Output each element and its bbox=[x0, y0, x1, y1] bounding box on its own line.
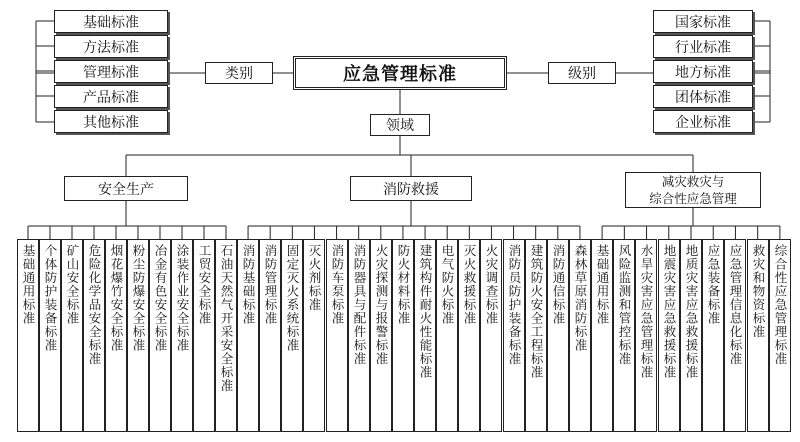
title-box bbox=[293, 56, 507, 90]
disaster-standard-item bbox=[591, 239, 613, 432]
level-item-label: 地方标准 bbox=[675, 64, 731, 81]
domain-fire-label: 消防救援 bbox=[383, 181, 439, 198]
fire-standard-item bbox=[569, 239, 591, 432]
fire-standard-item bbox=[436, 239, 458, 432]
diagram-title: 应急管理标准 bbox=[343, 64, 457, 85]
level-item bbox=[653, 110, 753, 133]
category-item bbox=[54, 10, 168, 33]
safety-standard-label: 矿山安全标准 bbox=[65, 244, 80, 325]
safety-standard-label: 烟花爆竹安全标准 bbox=[109, 244, 124, 352]
category-label: 类别 bbox=[225, 66, 253, 82]
disaster-standard-label: 综合性应急管理标准 bbox=[773, 244, 788, 366]
safety-standard-label: 工贸安全标准 bbox=[197, 244, 212, 325]
fire-standard-label: 火灾调查标准 bbox=[484, 244, 499, 325]
safety-standard-item bbox=[83, 239, 105, 432]
safety-standard-label: 冶金有色安全标准 bbox=[153, 244, 168, 352]
fire-standard-label: 消防基础标准 bbox=[241, 244, 256, 325]
safety-standard-label: 石油天然气开采安全标准 bbox=[219, 244, 234, 393]
safety-standard-item bbox=[193, 239, 215, 432]
disaster-standard-label: 风险监测和管控标准 bbox=[617, 244, 632, 366]
category-item-label: 其他标准 bbox=[83, 114, 139, 131]
disaster-standard-item bbox=[635, 239, 657, 432]
safety-standard-label: 个体防护装备标准 bbox=[43, 244, 58, 352]
category-label-box bbox=[205, 62, 273, 84]
domain-disaster-label-line1: 减灾救灾与 bbox=[661, 174, 725, 189]
fire-standard-item bbox=[370, 239, 392, 432]
fire-standard-item bbox=[259, 239, 281, 432]
disaster-standard-label: 地震灾害应急救援标准 bbox=[662, 244, 677, 379]
disaster-standard-item bbox=[702, 239, 724, 432]
level-item-label: 企业标准 bbox=[675, 114, 731, 131]
domain-disaster bbox=[625, 172, 761, 208]
fire-standard-label: 灭火剂标准 bbox=[307, 244, 322, 312]
disaster-standard-label: 地质灾害应急救援标准 bbox=[684, 244, 699, 379]
level-item bbox=[653, 10, 753, 33]
fire-standard-item bbox=[480, 239, 502, 432]
safety-standard-item bbox=[17, 239, 39, 432]
category-item bbox=[54, 35, 168, 58]
fire-standard-label: 消防车泵标准 bbox=[330, 244, 345, 325]
fire-standard-item bbox=[281, 239, 303, 432]
field-label: 领域 bbox=[386, 118, 414, 134]
safety-standard-label: 危险化学品安全标准 bbox=[87, 244, 102, 366]
safety-standard-item bbox=[105, 239, 127, 432]
level-item-label: 国家标准 bbox=[675, 14, 731, 31]
fire-standard-item bbox=[348, 239, 370, 432]
safety-standard-label: 粉尘防爆安全标准 bbox=[131, 244, 146, 352]
level-item bbox=[653, 60, 753, 83]
fire-standard-item bbox=[303, 239, 325, 432]
fire-standard-label: 固定灭火系统标准 bbox=[285, 244, 300, 352]
safety-standard-item bbox=[39, 239, 61, 432]
fire-standard-item bbox=[237, 239, 259, 432]
safety-standard-item bbox=[171, 239, 193, 432]
disaster-standard-item bbox=[658, 239, 680, 432]
disaster-standard-item bbox=[747, 239, 769, 432]
fire-standard-label: 建筑构件耐火性能标准 bbox=[418, 244, 433, 379]
domain-safety-label: 安全生产 bbox=[98, 181, 154, 198]
fire-standard-label: 电气防火标准 bbox=[440, 244, 455, 325]
fire-standard-item bbox=[458, 239, 480, 432]
fire-standard-label: 森林草原消防标准 bbox=[573, 244, 588, 352]
fire-standard-item bbox=[392, 239, 414, 432]
category-item-label: 管理标准 bbox=[83, 64, 139, 81]
fire-standard-label: 建筑防火安全工程标准 bbox=[529, 244, 544, 379]
level-label: 级别 bbox=[568, 66, 596, 82]
fire-standard-label: 消防器具与配件标准 bbox=[352, 244, 367, 366]
category-item-label: 基础标准 bbox=[83, 14, 139, 31]
safety-standard-item bbox=[215, 239, 237, 432]
safety-standard-label: 基础通用标准 bbox=[21, 244, 36, 325]
disaster-standard-label: 基础通用标准 bbox=[595, 244, 610, 325]
category-item bbox=[54, 110, 168, 133]
fire-standard-item bbox=[547, 239, 569, 432]
disaster-standard-label: 救灾和物资标准 bbox=[751, 244, 766, 339]
level-item-label: 团体标准 bbox=[675, 89, 731, 106]
level-item-label: 行业标准 bbox=[675, 39, 731, 56]
safety-standard-item bbox=[149, 239, 171, 432]
disaster-standard-item bbox=[613, 239, 635, 432]
disaster-standard-item bbox=[769, 239, 791, 432]
level-item bbox=[653, 35, 753, 58]
domain-disaster-label-line2: 综合性应急管理 bbox=[649, 191, 737, 206]
domain-safety bbox=[64, 176, 188, 201]
safety-standard-item bbox=[61, 239, 83, 432]
disaster-standard-item bbox=[680, 239, 702, 432]
field-label-box bbox=[370, 114, 430, 136]
safety-standard-item bbox=[127, 239, 149, 432]
domain-fire bbox=[350, 176, 472, 201]
fire-standard-item bbox=[326, 239, 348, 432]
disaster-standard-item bbox=[724, 239, 746, 432]
disaster-standard-label: 应急管理信息化标准 bbox=[728, 244, 743, 366]
fire-standard-label: 消防管理标准 bbox=[263, 244, 278, 325]
fire-standard-label: 防火材料标准 bbox=[396, 244, 411, 325]
fire-standard-label: 火灾探测与报警标准 bbox=[374, 244, 389, 366]
fire-standard-label: 消防员防护装备标准 bbox=[507, 244, 522, 366]
category-item-label: 方法标准 bbox=[83, 39, 139, 56]
level-label-box bbox=[548, 62, 616, 84]
fire-standard-label: 灭火救援标准 bbox=[462, 244, 477, 325]
fire-standard-item bbox=[503, 239, 525, 432]
level-item bbox=[653, 85, 753, 108]
fire-standard-item bbox=[414, 239, 436, 432]
category-item-label: 产品标准 bbox=[83, 89, 139, 106]
disaster-standard-label: 水旱灾害应急管理标准 bbox=[639, 244, 654, 379]
category-item bbox=[54, 85, 168, 108]
fire-standard-label: 消防通信标准 bbox=[551, 244, 566, 325]
safety-standard-label: 涂装作业安全标准 bbox=[175, 244, 190, 352]
category-item bbox=[54, 60, 168, 83]
fire-standard-item bbox=[525, 239, 547, 432]
disaster-standard-label: 应急装备标准 bbox=[706, 244, 721, 325]
